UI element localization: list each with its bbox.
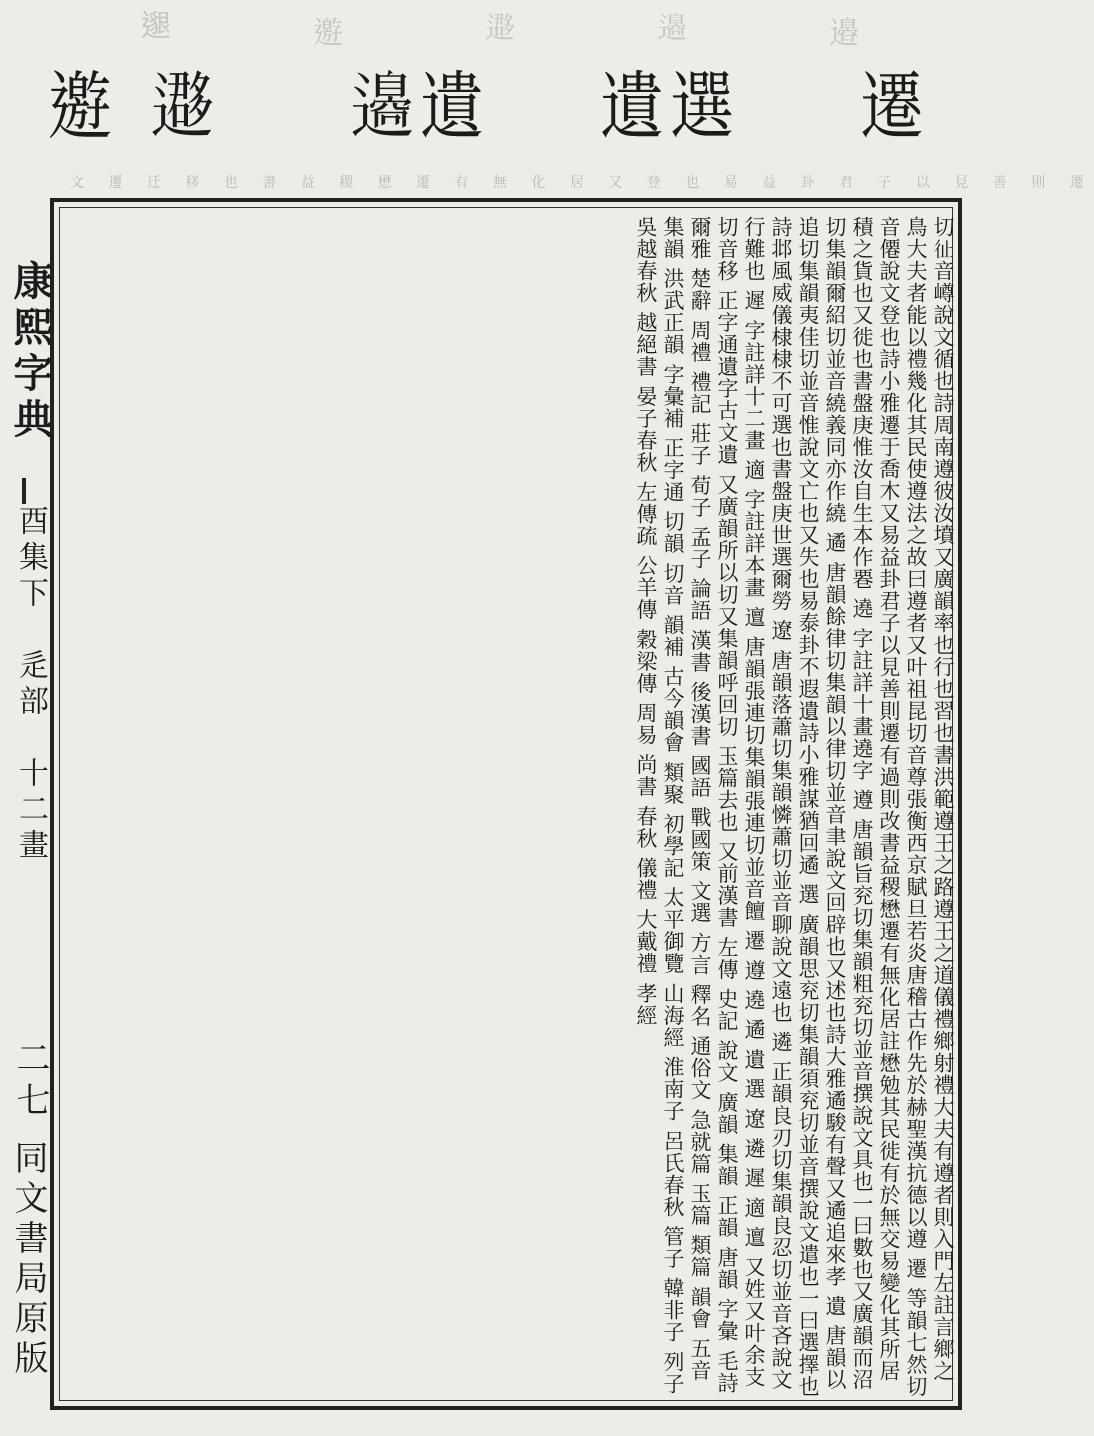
- seal-glyph: 𨘂: [150, 65, 216, 151]
- ghost-glyph: 𨘂: [485, 11, 515, 46]
- page-number: 二七: [10, 1040, 50, 1124]
- faint-bleed-text: 文 遷 迁 移 也 書 益 稷 懋 遷 有 無 化 居 又 登 也 易 益 卦 君 子 以 見 善 則 遷: [70, 175, 1094, 191]
- ghost-glyph: 𨗿: [141, 9, 171, 44]
- seal-script-header: [40, 60, 960, 160]
- book-title: 康熙字典: [7, 260, 54, 444]
- seal-glyph: 遺: [420, 65, 486, 151]
- ghost-glyph: 𨘋: [313, 16, 343, 51]
- seal-glyph: 遷: [860, 65, 926, 151]
- publisher: 同文書局原版: [8, 1140, 48, 1380]
- seal-glyph: 𨘋: [48, 65, 114, 151]
- ghost-glyph: 𨘢: [657, 11, 687, 46]
- seal-glyph: 選: [670, 65, 736, 151]
- bleed-through-header: [70, 8, 930, 51]
- ghost-glyph: 邉: [829, 16, 859, 51]
- main-text-frame: [50, 198, 962, 1410]
- volume-section: 酉集下 辵部 十二畫: [13, 505, 48, 865]
- left-margin-colophon: [0, 260, 54, 1420]
- dictionary-entries: 切𢓊音嶟說文循也詩周南遵彼汝墳又廣韻率也行也習也書洪範遵王之路遵王之道儀禮鄉射禮大夫有遵者則入門左註言鄉之鳥大夫者能以禮幾化其民使遵法之故曰遵者又叶祖昆切音尊張衡西京賦旦若炎唐稽古作先於赫聖漢抗德以遵 遷 等韻七然切音僊說文登也詩小雅遷于喬木又易益卦君子以見善則遷有過則改書益稷懋遷有無化居註懋勉其民徙有於無交易變化其所居積之貨也又徙也書盤庚惟汝自生本作䙴 遶 字註詳十畫遶字 遵 唐韻旨兖切集韻粗兖切並音撰說文具也一曰數也又廣韻而沼切集韻爾紹切並音繞義同亦作繞 遹 唐韻餘律切集韻以律切並音聿說文回辟也又述也詩大雅遹駿有聲又遹追來孝 遺 唐韻以追切集韻夷佳切並音惟說文亡也又失也易泰卦不遐遺詩小雅謀猶回遹 選 廣韻思兖切集韻須兖切並音撰說文遣也一曰選擇也詩邶風威儀棣棣不可選也書盤庚世選爾勞 遼 唐韻落蕭切集韻憐蕭切並音聊說文遠也 遴 正韻良刃切集韻良忍切並音吝說文行難也 遲 字註詳十二畫 適 字註詳本畫 邅 唐韻張連切集韻張連切並音饘 遷 遵 遶 遹 遺 選 遼 遴 遲 適 邅 又姓又叶余支切音移 正字通遺字古文遺 又廣韻所以切又集韻呼回切 玉篇去也 又前漢書 左傳 史記 說文 廣韻 集韻 正韻 唐韻 字彙 毛詩 爾雅 楚辭 周禮 禮記 莊子 荀子 孟子 論語 漢書 後漢書 國語 戰國策 文選 方言 釋名 通俗文 急就篇 玉篇 類篇 韻會 五音集韻 洪武正韻 字彙補 正字通 切韻 切音 韻補 古今韻會 類聚 初學記 太平御覽 山海經 淮南子 呂氏春秋 管子 韓非子 列子 吳越春秋 越絕書 晏子春秋 左傳疏 公羊傳 穀梁傳 周易 尚書 春秋 儀禮 大戴禮 孝經: [634, 216, 955, 1398]
- seal-glyph: 𨘢: [350, 65, 416, 151]
- inner-rule: [59, 207, 953, 1401]
- margin-rule: [22, 478, 26, 504]
- seal-glyph: 遺: [600, 65, 666, 151]
